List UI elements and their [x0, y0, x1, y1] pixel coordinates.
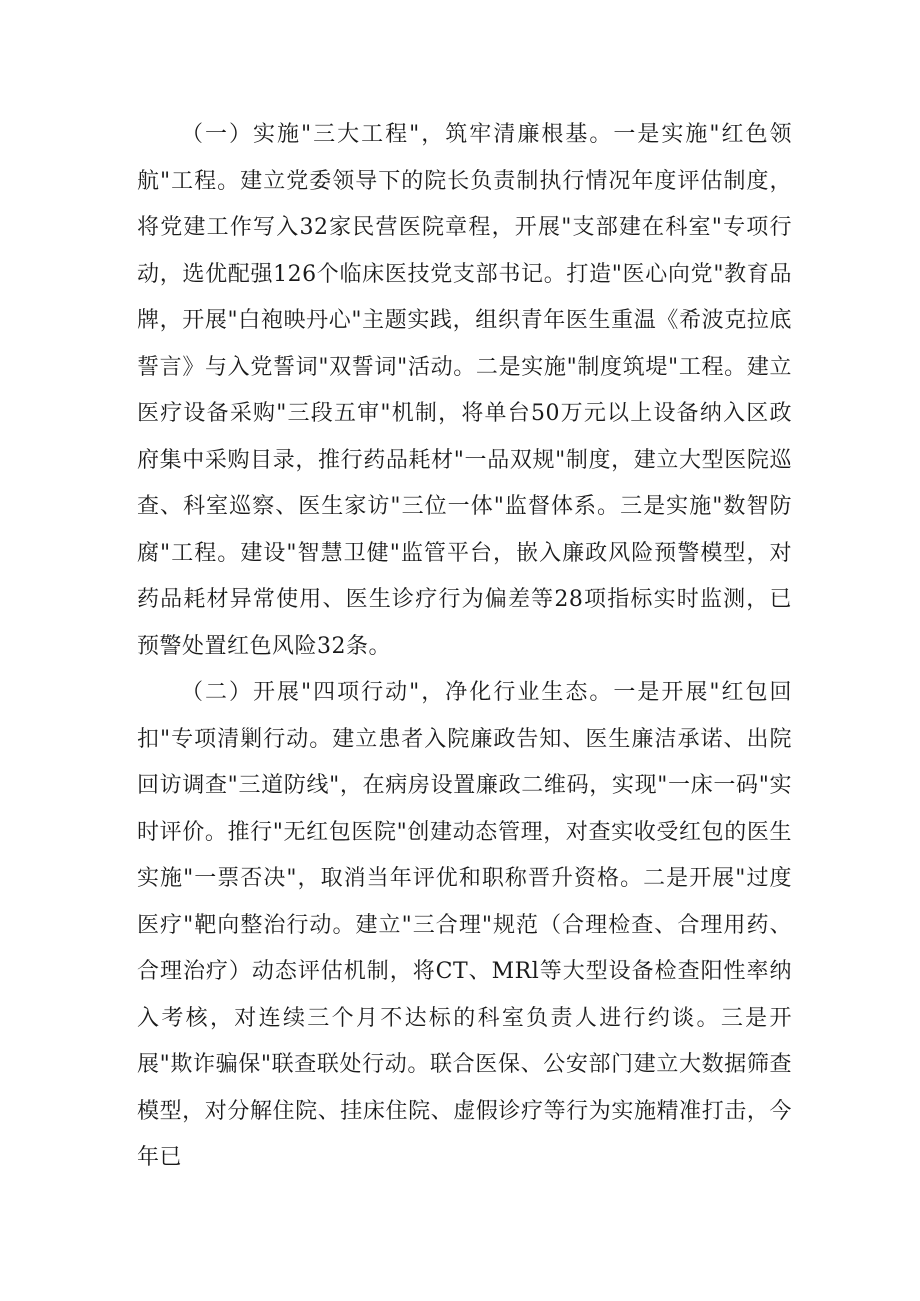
document-body [137, 112, 792, 1182]
paragraph-1: （一）实施"三大工程"，筑牢清廉根基。一是实施"红色领航"工程。建立党委领导下的院长负责制执行情况年度评估制度，将党建工作写入32家民营医院章程，开展"支部建在科室"专项行动，选优配强126个临床医技党支部书记。打造"医心向党"教育品牌，开展"白袍映丹心"主题实践，组织青年医生重温《希波克拉底誓言》与入党誓词"双誓词"活动。二是实施"制度筑堤"工程。建立医疗设备采购"三段五审"机制，将单台50万元以上设备纳入区政府集中采购目录，推行药品耗材"一品双规"制度，建立大型医院巡查、科室巡察、医生家访"三位一体"监督体系。三是实施"数智防腐"工程。建设"智慧卫健"监管平台，嵌入廉政风险预警模型，对药品耗材异常使用、医生诊疗行为偏差等28项指标实时监测，已预警处置红色风险32条。 [137, 122, 792, 659]
paragraph-2: （二）开展"四项行动"，净化行业生态。一是开展"红包回扣"专项清剿行动。建立患者入院廉政告知、医生廉洁承诺、出院回访调查"三道防线"，在病房设置廉政二维码，实现"一床一码"实时评价。推行"无红包医院"创建动态管理，对查实收受红包的医生实施"一票否决"，取消当年评优和职称晋升资格。二是开展"过度医疗"靶向整治行动。建立"三合理"规范（合理检查、合理用药、合理治疗）动态评估机制，将CT、MRl等大型设备检查阳性率纳入考核，对连续三个月不达标的科室负责人进行约谈。三是开展"欺诈骗保"联查联处行动。联合医保、公安部门建立大数据筛查模型，对分解住院、挂床住院、虚假诊疗等行为实施精准打击，今年已 [137, 680, 792, 1170]
